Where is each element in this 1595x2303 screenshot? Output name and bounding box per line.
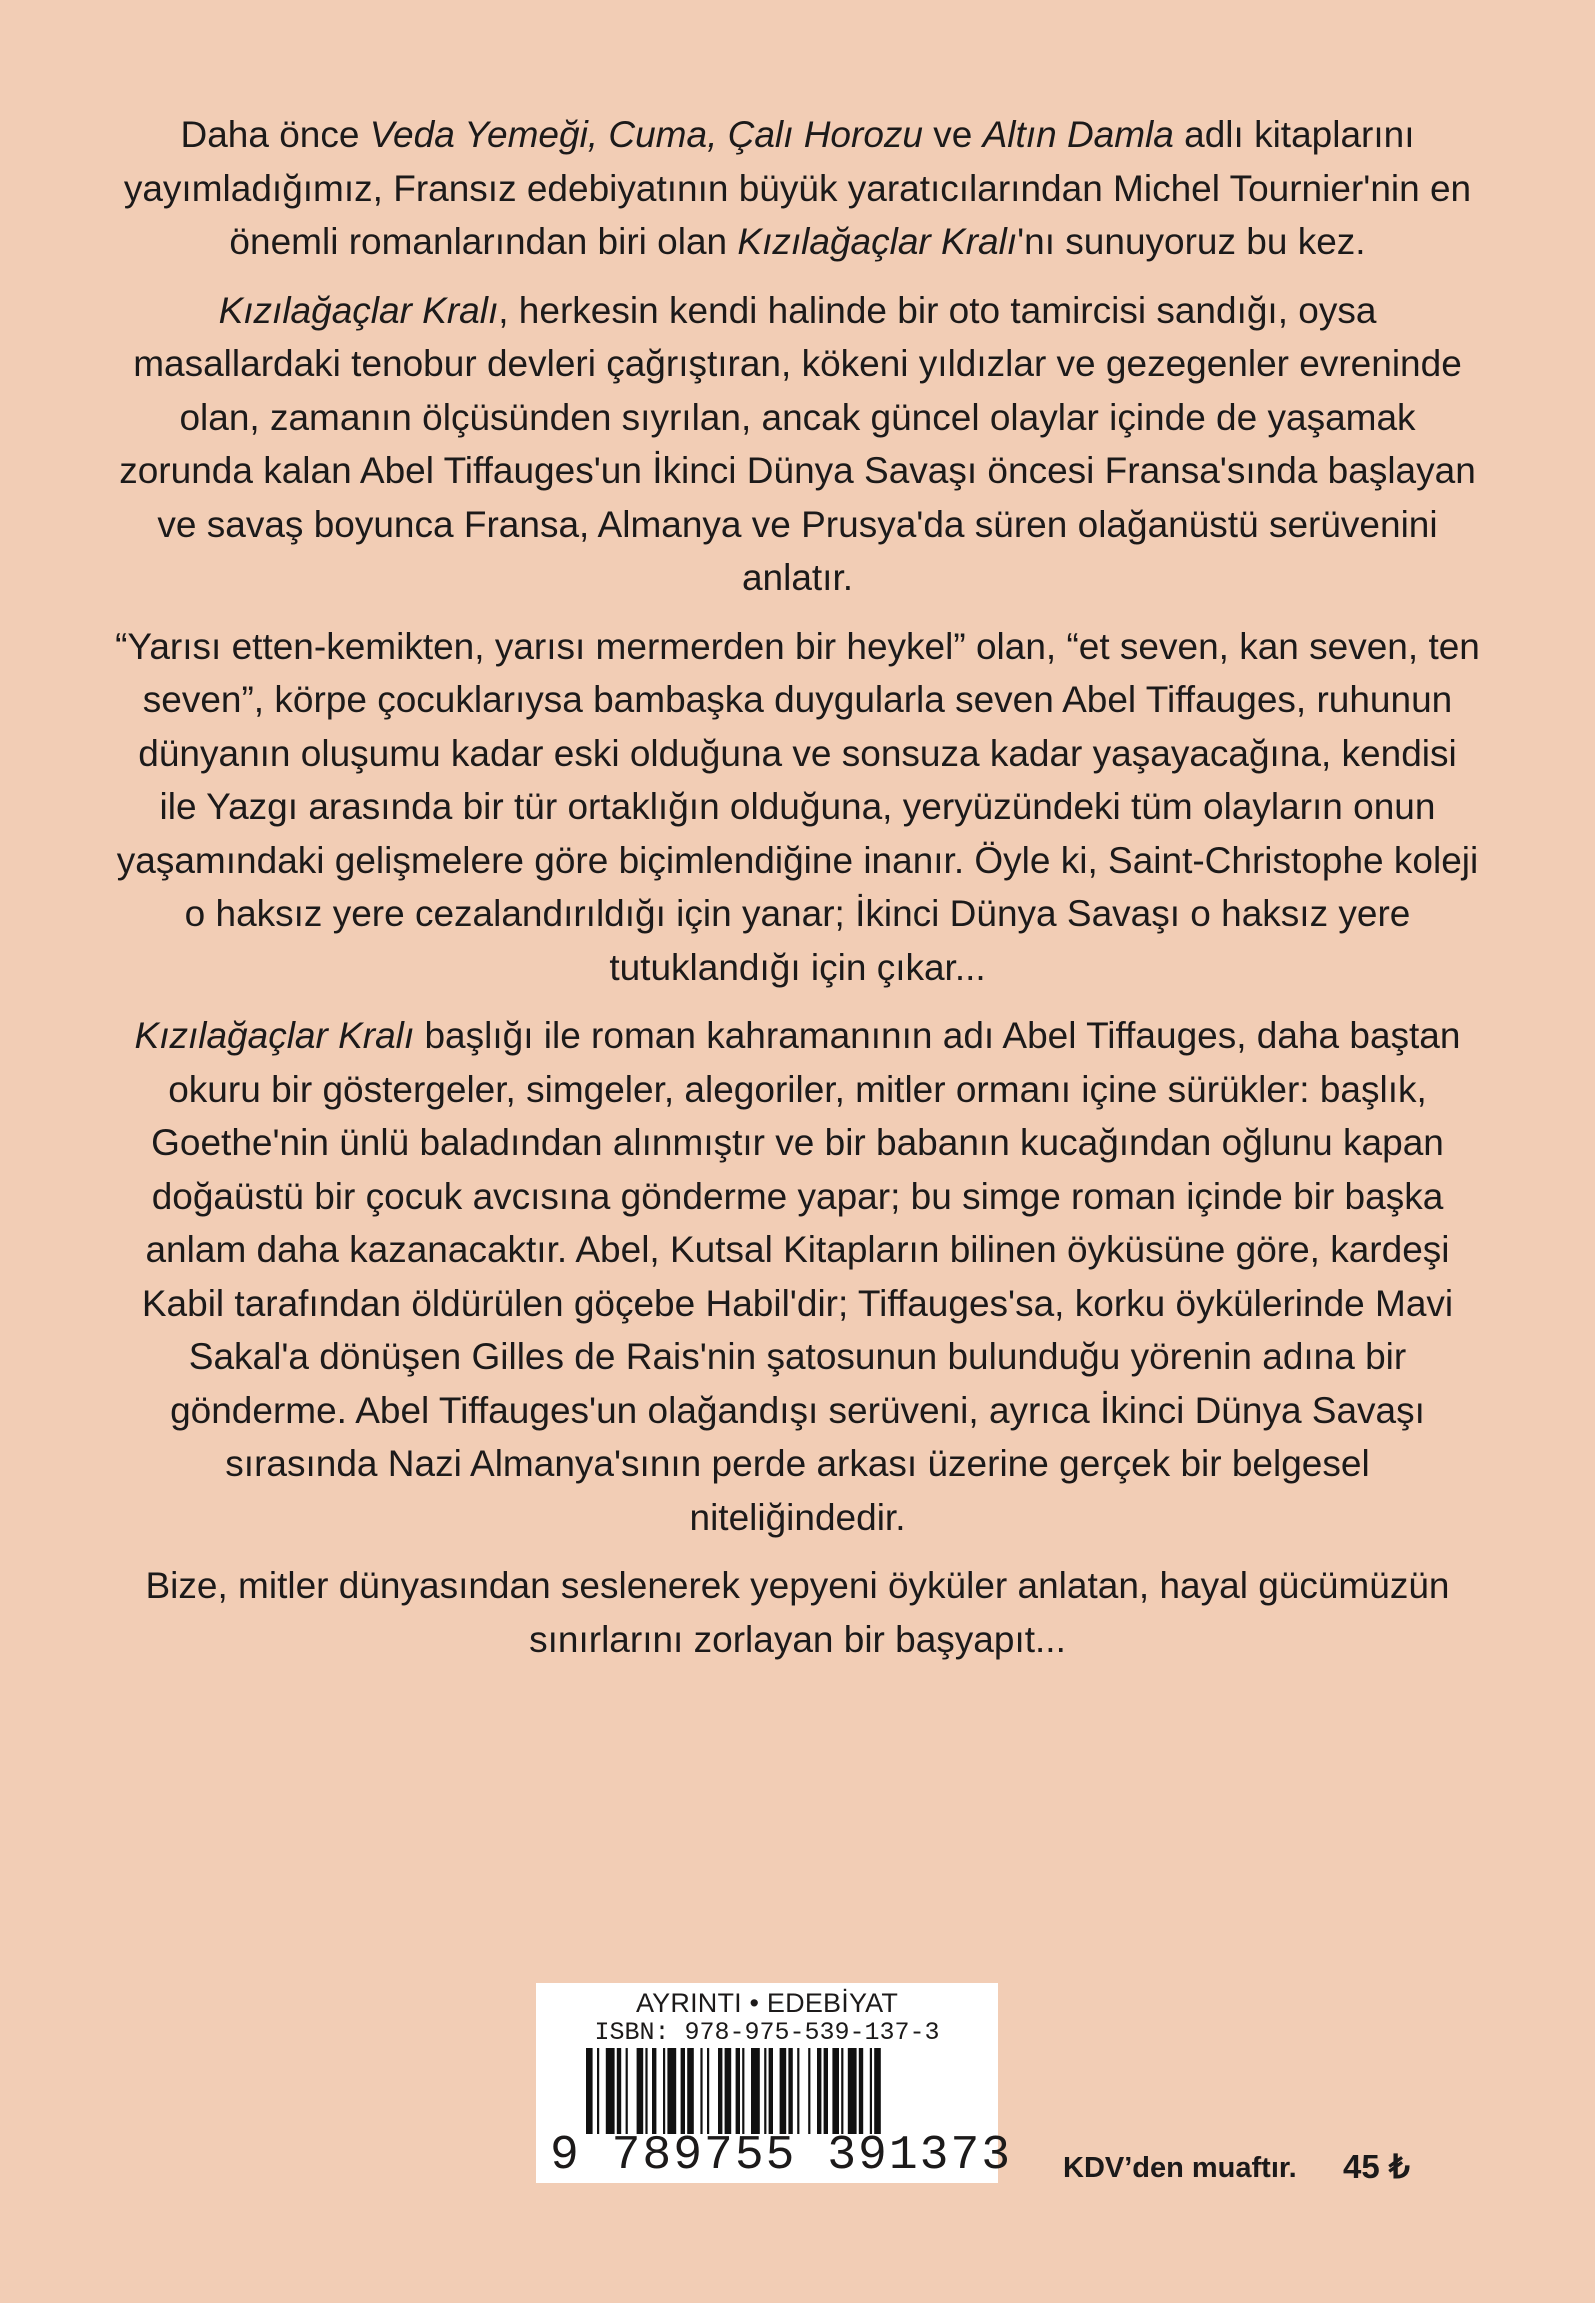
barcode-bar [870, 2048, 872, 2134]
barcode-bar [597, 2048, 599, 2134]
book-title-italic: Kızılağaçlar Kralı [737, 221, 1018, 262]
isbn-barcode-box [536, 1983, 1013, 2183]
barcode-bar [617, 2048, 621, 2134]
barcode-bar [859, 2048, 863, 2134]
barcode-bar [645, 2048, 647, 2134]
book-title-italic: Kızılağaçlar Kralı [134, 1015, 415, 1056]
barcode-bar [667, 2048, 676, 2134]
barcode-bar [848, 2048, 857, 2134]
barcode-bar [652, 2048, 656, 2134]
blurb-text: Daha önce [180, 114, 370, 155]
barcode-bar [707, 2048, 709, 2134]
blurb-paragraph-4 [115, 1009, 1480, 1544]
vat-exempt-note: KDV’den muaftır. [1063, 2152, 1297, 2184]
barcode-bar [797, 2048, 799, 2134]
barcode-digits: 9 789755 391373 [550, 2129, 1013, 2183]
barcode-bar [637, 2048, 644, 2134]
barcode-bar [742, 2048, 744, 2134]
book-titles-italic: Veda Yemeği, Cuma, Çalı Horozu [369, 114, 923, 155]
blurb-text: , herkesin kendi halinde bir oto tamircisi sandığı, oysa masallardaki tenobur devleri çağrıştıran, kökeni yıldızlar ve gezegenler evreninde olan, zamanın ölçüsünden sıyrılan, ancak güncel olaylar içinde de yaşamak zorunda kalan Abel Tiffauges'un İkinci Dünya Savaşı öncesi Fransa'sında başlayan ve savaş boyunca Fransa, Almanya ve Prusya'da süren olağanüstü serüvenini anlatır. [119, 289, 1476, 598]
barcode-bar [736, 2048, 740, 2134]
barcode-bar [874, 2048, 881, 2134]
publisher-series: AYRINTI • EDEBİYAT [635, 1988, 899, 2018]
blurb-text: 'nı sunuyoruz bu kez. [1017, 221, 1366, 262]
blurb-text: adlı kitaplarını yayımladığımız, Fransız edebiyatının büyük yaratıcılarından Michel Tournier'nin en önemli romanlarından biri olan [123, 114, 1472, 262]
book-title-italic: Altın Damla [982, 114, 1174, 155]
barcode-bar [751, 2048, 760, 2134]
barcode-bar [788, 2048, 792, 2134]
barcode-bar [586, 2048, 593, 2134]
barcode-bar [663, 2048, 665, 2134]
book-title-italic: Kızılağaçlar Kralı [218, 289, 499, 331]
blurb-text: başlığı ile roman kahramanının adı Abel Tiffauges, daha baştan okuru bir göstergeler, simgeler, alegoriler, mitler ormanı içine sürükler: başlık, Goethe'nin ünlü baladından alınmıştır ve bir babanın kucağından oğlunu kapan doğaüstü bir çocuk avcısına gönderme yapar; bu simge roman içinde bir başka anlam daha kazanacaktır. Abel, Kutsal Kitapların bilinen öyküsüne göre, kardeşi Kabil tarafından öldürülen göçebe Habil'dir; Tiffauges'sa, korku öykülerinde Mavi Sakal'a dönüşen Gilles de Rais'nin şatosunun bulunduğu yörenin adına bir gönderme. Abel Tiffauges'un olağandışı serüveni, ayrıca İkinci Dünya Savaşı sırasında Nazi Almanya'sının perde arkası üzerine gerçek bir belgesel niteliğindedir. [141, 1015, 1461, 1538]
barcode-bar [824, 2048, 828, 2134]
blurb-paragraph-3: “Yarısı etten-kemikten, yarısı mermerden bir heykel” olan, “et seven, kan seven, ten seven”, körpe çocuklarıysa bambaşka duygularla seven Abel Tiffauges, ruhunun dünyanın oluşumu kadar eski olduğuna ve sonsuza kadar yaşayacağına, kendisi ile Yazgı arasında bir tür ortaklığın olduğuna, yeryüzündeki tüm olayların onun yaşamındaki gelişmelere göre biçimlendiğine inanır. Öyle ki, Saint-Christophe koleji o haksız yere cezalandırıldığı için yanar; İkinci Dünya Savaşı o haksız yere tutuklandığı için çıkar... [115, 625, 1480, 988]
barcode-bar [780, 2048, 787, 2134]
barcode-bar [764, 2048, 766, 2134]
barcode-icon [586, 2048, 986, 2134]
barcode-bar [817, 2048, 821, 2134]
barcode-bar [681, 2048, 685, 2134]
barcode-bar [832, 2048, 839, 2134]
barcode-bar [808, 2048, 810, 2134]
barcode-bar [687, 2048, 694, 2134]
barcode-bar [606, 2048, 615, 2134]
barcode-bar [769, 2048, 773, 2134]
barcode-bar [718, 2048, 722, 2134]
isbn-number: ISBN: 978-975-539-137-3 [594, 2018, 940, 2047]
barcode-bar [626, 2048, 628, 2134]
price: 45 ₺ [1343, 2148, 1410, 2185]
barcode-bar [841, 2048, 843, 2134]
back-cover-blurb [115, 108, 1480, 1681]
blurb-paragraph-5: Bize, mitler dünyasından seslenerek yepyeni öyküler anlatan, hayal gücümüzün sınırlarını zorlayan bir başyapıt... [145, 1565, 1450, 1660]
barcode-bar [700, 2048, 702, 2134]
barcode-bar [725, 2048, 732, 2134]
blurb-paragraph-2 [115, 284, 1480, 605]
blurb-text: ve [922, 114, 983, 155]
blurb-paragraph-1 [115, 108, 1480, 269]
